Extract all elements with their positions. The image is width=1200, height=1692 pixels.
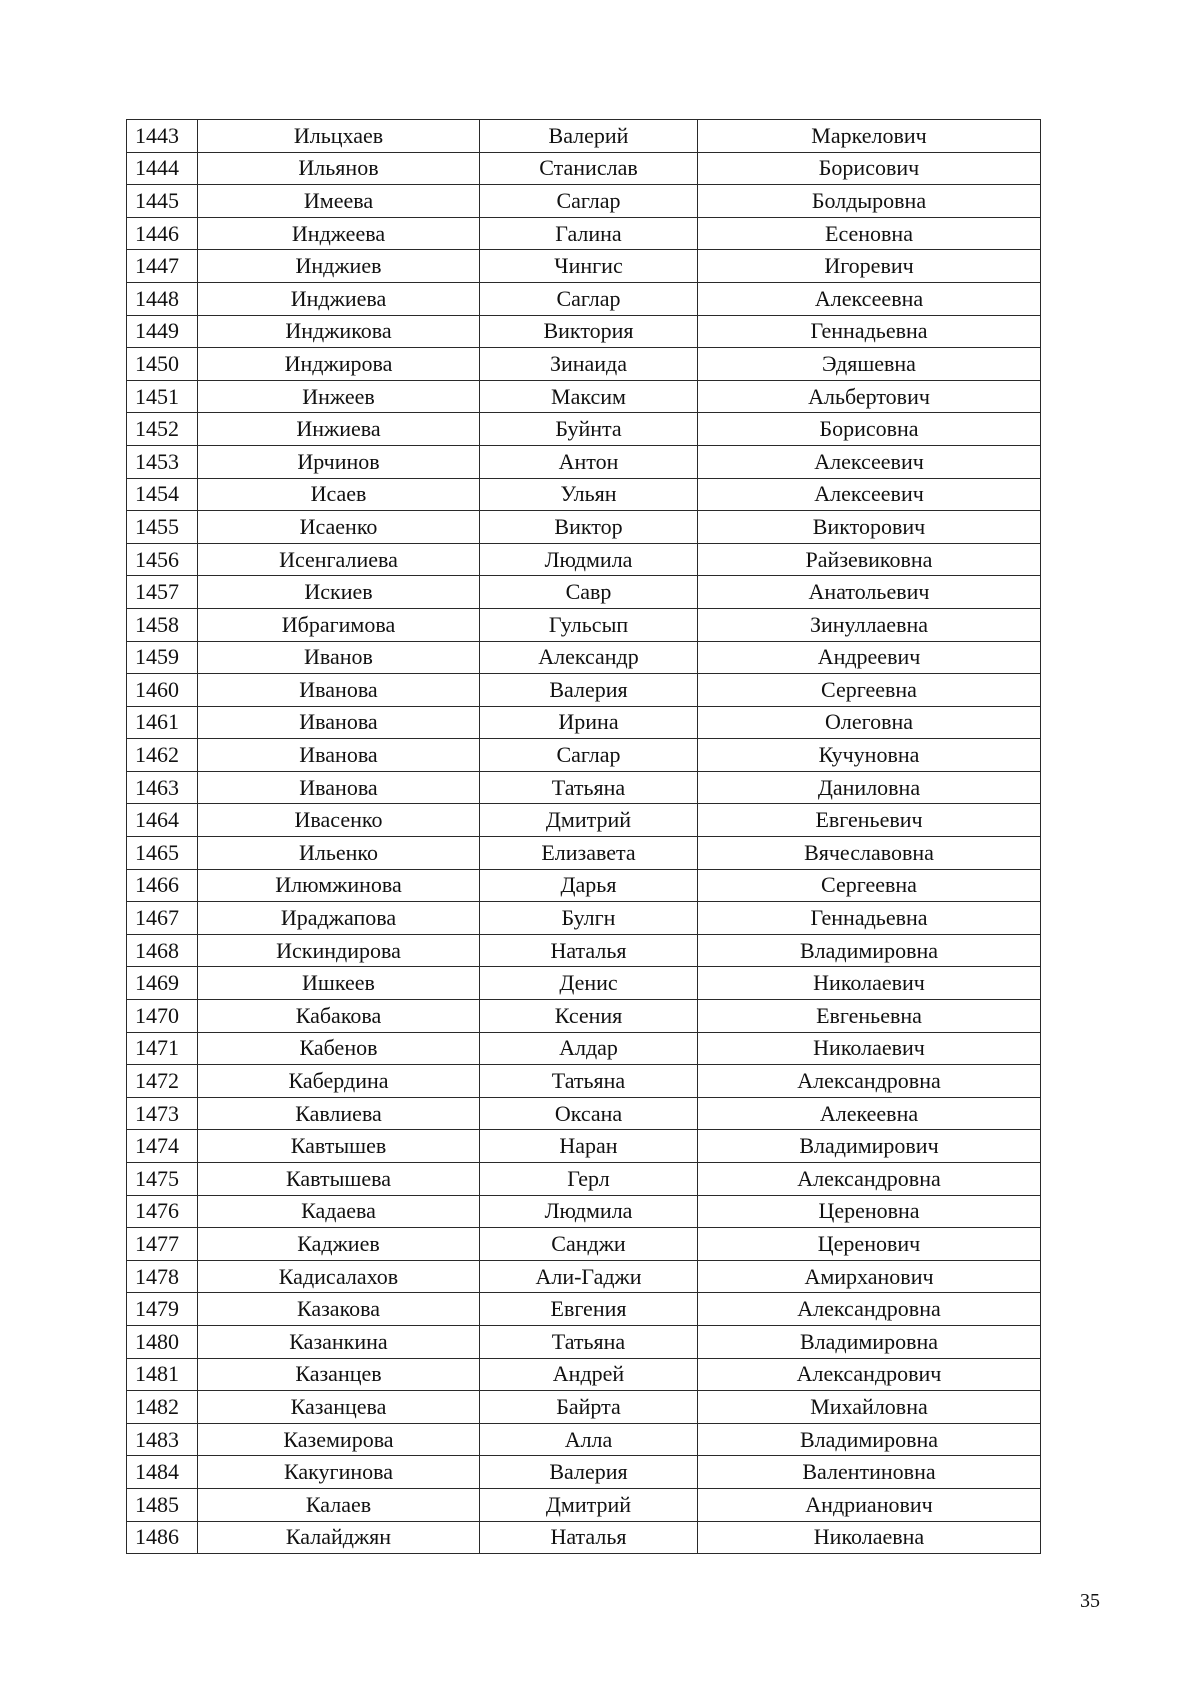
- surname-cell: Каджиев: [198, 1228, 480, 1261]
- patronymic-cell: Геннадьевна: [698, 902, 1041, 935]
- row-number: 1446: [127, 217, 198, 250]
- table-row: [127, 348, 1041, 381]
- table-row: [127, 1097, 1041, 1130]
- row-number: 1463: [127, 771, 198, 804]
- surname-cell: Казанкина: [198, 1325, 480, 1358]
- patronymic-cell: Даниловна: [698, 771, 1041, 804]
- row-number: 1447: [127, 250, 198, 283]
- table-row: [127, 1456, 1041, 1489]
- table-row: [127, 1423, 1041, 1456]
- given-name-cell: Антон: [480, 445, 698, 478]
- given-name-cell: Наталья: [480, 934, 698, 967]
- patronymic-cell: Геннадьевна: [698, 315, 1041, 348]
- given-name-cell: Алдар: [480, 1032, 698, 1065]
- given-name-cell: Валерия: [480, 674, 698, 707]
- row-number: 1482: [127, 1391, 198, 1424]
- given-name-cell: Саглар: [480, 185, 698, 218]
- given-name-cell: Ирина: [480, 706, 698, 739]
- surname-cell: Кабенов: [198, 1032, 480, 1065]
- surname-cell: Кабердина: [198, 1065, 480, 1098]
- patronymic-cell: Александрович: [698, 1358, 1041, 1391]
- given-name-cell: Байрта: [480, 1391, 698, 1424]
- row-number: 1457: [127, 576, 198, 609]
- patronymic-cell: Александровна: [698, 1163, 1041, 1196]
- table-row: [127, 739, 1041, 772]
- row-number: 1470: [127, 1000, 198, 1033]
- surname-cell: Иванов: [198, 641, 480, 674]
- row-number: 1467: [127, 902, 198, 935]
- name-list-body: [127, 120, 1041, 1554]
- surname-cell: Исаенко: [198, 511, 480, 544]
- table-row: [127, 1521, 1041, 1554]
- patronymic-cell: Анатольевич: [698, 576, 1041, 609]
- patronymic-cell: Борисовна: [698, 413, 1041, 446]
- row-number: 1473: [127, 1097, 198, 1130]
- patronymic-cell: Олеговна: [698, 706, 1041, 739]
- patronymic-cell: Вячеславовна: [698, 837, 1041, 870]
- row-number: 1478: [127, 1260, 198, 1293]
- surname-cell: Ирчинов: [198, 445, 480, 478]
- surname-cell: Кавтышев: [198, 1130, 480, 1163]
- patronymic-cell: Алексеевич: [698, 445, 1041, 478]
- surname-cell: Искиндирова: [198, 934, 480, 967]
- surname-cell: Илюмжинова: [198, 869, 480, 902]
- row-number: 1454: [127, 478, 198, 511]
- surname-cell: Каземирова: [198, 1423, 480, 1456]
- given-name-cell: Оксана: [480, 1097, 698, 1130]
- surname-cell: Ильцхаев: [198, 120, 480, 153]
- row-number: 1453: [127, 445, 198, 478]
- surname-cell: Исаев: [198, 478, 480, 511]
- table-row: [127, 674, 1041, 707]
- patronymic-cell: Амирханович: [698, 1260, 1041, 1293]
- surname-cell: Ираджапова: [198, 902, 480, 935]
- given-name-cell: Санджи: [480, 1228, 698, 1261]
- patronymic-cell: Михайловна: [698, 1391, 1041, 1424]
- row-number: 1461: [127, 706, 198, 739]
- given-name-cell: Денис: [480, 967, 698, 1000]
- table-row: [127, 1032, 1041, 1065]
- surname-cell: Казанцев: [198, 1358, 480, 1391]
- surname-cell: Инджиева: [198, 282, 480, 315]
- row-number: 1469: [127, 967, 198, 1000]
- patronymic-cell: Альбертович: [698, 380, 1041, 413]
- patronymic-cell: Александровна: [698, 1065, 1041, 1098]
- surname-cell: Калаев: [198, 1488, 480, 1521]
- patronymic-cell: Владимировна: [698, 1325, 1041, 1358]
- patronymic-cell: Николаевна: [698, 1521, 1041, 1554]
- table-row: [127, 837, 1041, 870]
- patronymic-cell: Николаевич: [698, 1032, 1041, 1065]
- patronymic-cell: Церенович: [698, 1228, 1041, 1261]
- table-row: [127, 1195, 1041, 1228]
- given-name-cell: Людмила: [480, 1195, 698, 1228]
- patronymic-cell: Валентиновна: [698, 1456, 1041, 1489]
- row-number: 1486: [127, 1521, 198, 1554]
- patronymic-cell: Владимировна: [698, 934, 1041, 967]
- given-name-cell: Дарья: [480, 869, 698, 902]
- table-row: [127, 1260, 1041, 1293]
- given-name-cell: Валерий: [480, 120, 698, 153]
- row-number: 1456: [127, 543, 198, 576]
- given-name-cell: Савр: [480, 576, 698, 609]
- surname-cell: Инжеев: [198, 380, 480, 413]
- surname-cell: Ишкеев: [198, 967, 480, 1000]
- table-row: [127, 380, 1041, 413]
- table-row: [127, 1325, 1041, 1358]
- given-name-cell: Дмитрий: [480, 1488, 698, 1521]
- patronymic-cell: Борисович: [698, 152, 1041, 185]
- row-number: 1476: [127, 1195, 198, 1228]
- patronymic-cell: Викторович: [698, 511, 1041, 544]
- surname-cell: Ильянов: [198, 152, 480, 185]
- row-number: 1483: [127, 1423, 198, 1456]
- row-number: 1443: [127, 120, 198, 153]
- given-name-cell: Зинаида: [480, 348, 698, 381]
- patronymic-cell: Николаевич: [698, 967, 1041, 1000]
- given-name-cell: Галина: [480, 217, 698, 250]
- patronymic-cell: Игоревич: [698, 250, 1041, 283]
- patronymic-cell: Сергеевна: [698, 869, 1041, 902]
- patronymic-cell: Алексеевич: [698, 478, 1041, 511]
- given-name-cell: Али-Гаджи: [480, 1260, 698, 1293]
- given-name-cell: Евгения: [480, 1293, 698, 1326]
- table-row: [127, 967, 1041, 1000]
- patronymic-cell: Алексеевна: [698, 282, 1041, 315]
- given-name-cell: Андрей: [480, 1358, 698, 1391]
- surname-cell: Ивасенко: [198, 804, 480, 837]
- patronymic-cell: Владимировна: [698, 1423, 1041, 1456]
- row-number: 1468: [127, 934, 198, 967]
- table-row: [127, 869, 1041, 902]
- surname-cell: Кавлиева: [198, 1097, 480, 1130]
- row-number: 1475: [127, 1163, 198, 1196]
- surname-cell: Ильенко: [198, 837, 480, 870]
- given-name-cell: Александр: [480, 641, 698, 674]
- table-row: [127, 543, 1041, 576]
- row-number: 1455: [127, 511, 198, 544]
- surname-cell: Исенгалиева: [198, 543, 480, 576]
- table-row: [127, 1000, 1041, 1033]
- table-row: [127, 315, 1041, 348]
- patronymic-cell: Маркелович: [698, 120, 1041, 153]
- name-list-table: [126, 119, 1041, 1554]
- given-name-cell: Саглар: [480, 739, 698, 772]
- table-row: [127, 1358, 1041, 1391]
- table-row: [127, 217, 1041, 250]
- row-number: 1445: [127, 185, 198, 218]
- surname-cell: Иванова: [198, 771, 480, 804]
- row-number: 1458: [127, 608, 198, 641]
- patronymic-cell: Сергеевна: [698, 674, 1041, 707]
- row-number: 1451: [127, 380, 198, 413]
- given-name-cell: Чингис: [480, 250, 698, 283]
- row-number: 1462: [127, 739, 198, 772]
- patronymic-cell: Андрианович: [698, 1488, 1041, 1521]
- given-name-cell: Герл: [480, 1163, 698, 1196]
- surname-cell: Инджирова: [198, 348, 480, 381]
- given-name-cell: Елизавета: [480, 837, 698, 870]
- given-name-cell: Булгн: [480, 902, 698, 935]
- row-number: 1471: [127, 1032, 198, 1065]
- surname-cell: Инджиев: [198, 250, 480, 283]
- given-name-cell: Татьяна: [480, 1325, 698, 1358]
- row-number: 1444: [127, 152, 198, 185]
- given-name-cell: Наран: [480, 1130, 698, 1163]
- given-name-cell: Максим: [480, 380, 698, 413]
- surname-cell: Иванова: [198, 674, 480, 707]
- patronymic-cell: Болдыровна: [698, 185, 1041, 218]
- given-name-cell: Людмила: [480, 543, 698, 576]
- given-name-cell: Татьяна: [480, 1065, 698, 1098]
- table-row: [127, 1488, 1041, 1521]
- row-number: 1449: [127, 315, 198, 348]
- row-number: 1477: [127, 1228, 198, 1261]
- surname-cell: Калайджян: [198, 1521, 480, 1554]
- row-number: 1465: [127, 837, 198, 870]
- surname-cell: Кадисалахов: [198, 1260, 480, 1293]
- table-row: [127, 120, 1041, 153]
- given-name-cell: Ульян: [480, 478, 698, 511]
- given-name-cell: Наталья: [480, 1521, 698, 1554]
- surname-cell: Казанцева: [198, 1391, 480, 1424]
- patronymic-cell: Кучуновна: [698, 739, 1041, 772]
- table-row: [127, 282, 1041, 315]
- surname-cell: Иванова: [198, 739, 480, 772]
- table-row: [127, 1391, 1041, 1424]
- given-name-cell: Буйнта: [480, 413, 698, 446]
- row-number: 1479: [127, 1293, 198, 1326]
- table-row: [127, 608, 1041, 641]
- table-row: [127, 1130, 1041, 1163]
- given-name-cell: Станислав: [480, 152, 698, 185]
- table-row: [127, 771, 1041, 804]
- given-name-cell: Валерия: [480, 1456, 698, 1489]
- row-number: 1448: [127, 282, 198, 315]
- row-number: 1485: [127, 1488, 198, 1521]
- patronymic-cell: Алекеевна: [698, 1097, 1041, 1130]
- surname-cell: Инджикова: [198, 315, 480, 348]
- patronymic-cell: Райзевиковна: [698, 543, 1041, 576]
- row-number: 1484: [127, 1456, 198, 1489]
- table-row: [127, 902, 1041, 935]
- surname-cell: Инджеева: [198, 217, 480, 250]
- patronymic-cell: Евгеньевна: [698, 1000, 1041, 1033]
- table-row: [127, 152, 1041, 185]
- table-row: [127, 1293, 1041, 1326]
- table-row: [127, 413, 1041, 446]
- surname-cell: Кадаева: [198, 1195, 480, 1228]
- table-row: [127, 804, 1041, 837]
- patronymic-cell: Есеновна: [698, 217, 1041, 250]
- row-number: 1480: [127, 1325, 198, 1358]
- table-row: [127, 478, 1041, 511]
- row-number: 1472: [127, 1065, 198, 1098]
- surname-cell: Казакова: [198, 1293, 480, 1326]
- patronymic-cell: Зинуллаевна: [698, 608, 1041, 641]
- surname-cell: Имеева: [198, 185, 480, 218]
- table-row: [127, 1228, 1041, 1261]
- table-row: [127, 445, 1041, 478]
- surname-cell: Искиев: [198, 576, 480, 609]
- patronymic-cell: Андреевич: [698, 641, 1041, 674]
- surname-cell: Инжиева: [198, 413, 480, 446]
- row-number: 1450: [127, 348, 198, 381]
- given-name-cell: Гульсып: [480, 608, 698, 641]
- table-row: [127, 250, 1041, 283]
- patronymic-cell: Евгеньевич: [698, 804, 1041, 837]
- page-number: 35: [1080, 1590, 1100, 1612]
- row-number: 1481: [127, 1358, 198, 1391]
- table-row: [127, 706, 1041, 739]
- surname-cell: Кавтышева: [198, 1163, 480, 1196]
- table-row: [127, 934, 1041, 967]
- surname-cell: Иванова: [198, 706, 480, 739]
- row-number: 1452: [127, 413, 198, 446]
- table-row: [127, 1163, 1041, 1196]
- row-number: 1460: [127, 674, 198, 707]
- table-row: [127, 511, 1041, 544]
- row-number: 1459: [127, 641, 198, 674]
- surname-cell: Какугинова: [198, 1456, 480, 1489]
- given-name-cell: Дмитрий: [480, 804, 698, 837]
- row-number: 1464: [127, 804, 198, 837]
- table-row: [127, 185, 1041, 218]
- table-row: [127, 576, 1041, 609]
- row-number: 1474: [127, 1130, 198, 1163]
- patronymic-cell: Александровна: [698, 1293, 1041, 1326]
- surname-cell: Ибрагимова: [198, 608, 480, 641]
- patronymic-cell: Владимирович: [698, 1130, 1041, 1163]
- given-name-cell: Саглар: [480, 282, 698, 315]
- given-name-cell: Виктория: [480, 315, 698, 348]
- table-row: [127, 1065, 1041, 1098]
- table-row: [127, 641, 1041, 674]
- surname-cell: Кабакова: [198, 1000, 480, 1033]
- given-name-cell: Алла: [480, 1423, 698, 1456]
- patronymic-cell: Эдяшевна: [698, 348, 1041, 381]
- patronymic-cell: Цереновна: [698, 1195, 1041, 1228]
- row-number: 1466: [127, 869, 198, 902]
- given-name-cell: Виктор: [480, 511, 698, 544]
- given-name-cell: Татьяна: [480, 771, 698, 804]
- given-name-cell: Ксения: [480, 1000, 698, 1033]
